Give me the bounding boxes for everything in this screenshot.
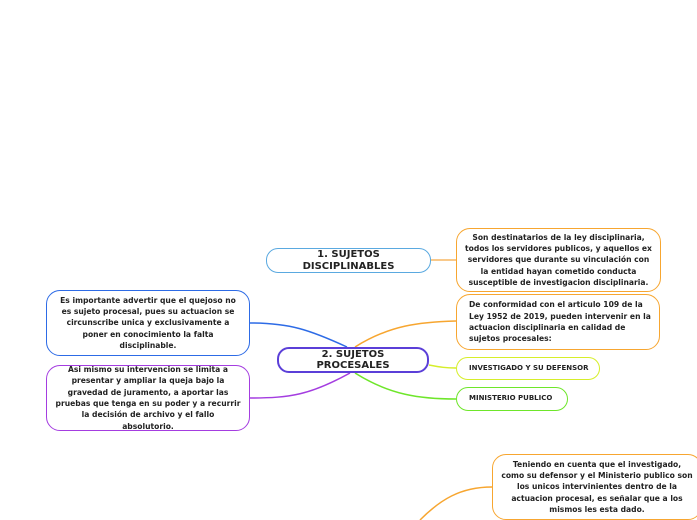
node-conformidad[interactable]: De conformidad con el articulo 109 de la Ley 1952 de 2019, pueden intervenir en la actuacion disciplinaria en calidad de sujetos procesales: [456, 294, 660, 350]
connector-procesales-conformidad [355, 321, 456, 347]
connector-procesales-investigado [429, 365, 456, 368]
node-quejoso[interactable]: Es importante advertir que el quejoso no es sujeto procesal, pues su actuacion se circunscribe unica y exclusivamente a poner en conocimiento la falta disciplinable. [46, 290, 250, 356]
connector-teniendo [420, 487, 492, 520]
node-sujetos-disciplinables[interactable]: 1. SUJETOS DISCIPLINABLES [266, 248, 431, 273]
node-investigado[interactable]: INVESTIGADO Y SU DEFENSOR [456, 357, 600, 380]
node-intervencion[interactable]: Asi mismo su intervencion se limita a presentar y ampliar la queja bajo la gravedad de juramento, a aportar las pruebas que tenga en su poder y a recurrir la decisión de archivo y el fallo absolutorio. [46, 365, 250, 431]
connector-procesales-quejoso [250, 323, 347, 347]
node-sujetos-procesales[interactable]: 2. SUJETOS PROCESALES [277, 347, 429, 373]
node-ministerio[interactable]: MINISTERIO PUBLICO [456, 387, 568, 411]
node-teniendo[interactable]: Teniendo en cuenta que el investigado, como su defensor y el Ministerio publico son los unicos intervinientes dentro de la actuacion procesal, es señalar que a los mismos les esta dado. [492, 454, 697, 520]
node-destinatarios[interactable]: Son destinatarios de la ley disciplinaria, todos los servidores publicos, y aquellos ex servidores que durante su vinculación con la entidad hayan cometido conducta susceptible de investigacion disciplinaria. [456, 228, 661, 292]
connector-procesales-ministerio [355, 373, 456, 399]
connector-procesales-intervencion [250, 373, 350, 398]
